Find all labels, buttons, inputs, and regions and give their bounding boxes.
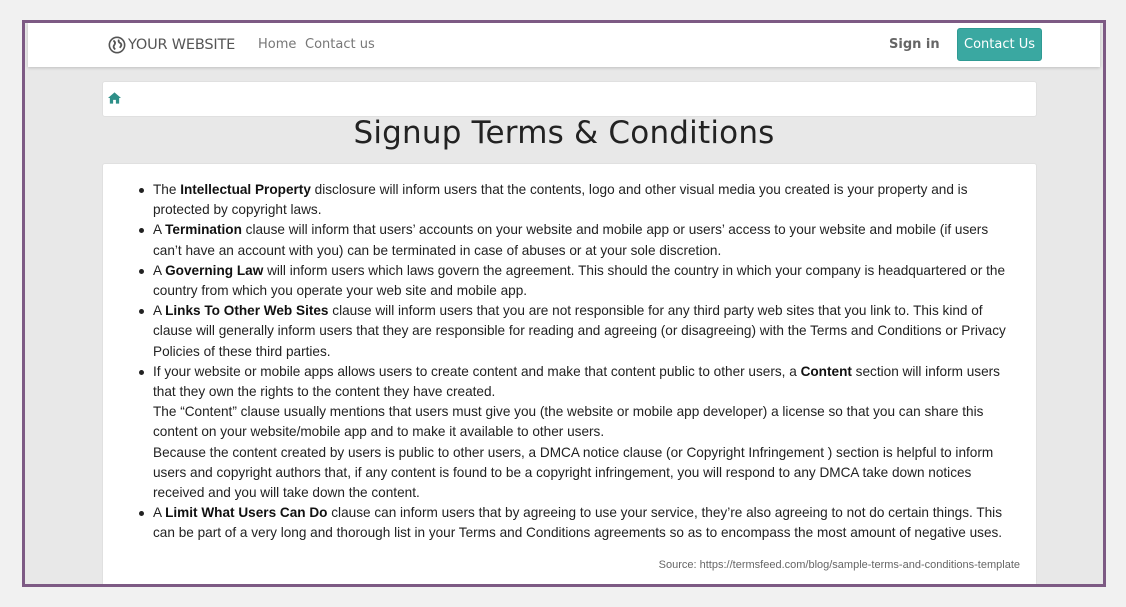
list-item: A Links To Other Web Sites clause will inform users that you are not responsible for any third party web sites that you link to. This kind of clause will generally inform users that they are responsible for reading and agreeing (or disagreeing) with the Terms and Conditions or Privacy Policies of these third parties. [139, 301, 1019, 362]
source-citation: Source: https://termsfeed.com/blog/sample-terms-and-conditions-template [658, 559, 1020, 571]
brand-logo[interactable] [108, 34, 235, 56]
contact-us-button[interactable]: Contact Us [957, 28, 1042, 61]
nav-link-contact[interactable]: Contact us [305, 37, 375, 52]
terms-list [139, 180, 1019, 544]
breadcrumb [102, 81, 1037, 117]
list-item: A Limit What Users Can Do clause can inform users that by agreeing to use your service, they’re also agreeing to not do certain things. This can be part of a very long and thorough list in your Terms and Conditions agreements so as to encompass the most amount of negative uses. [139, 503, 1019, 543]
browser-frame [22, 20, 1106, 587]
navbar [28, 23, 1100, 67]
brand-name: YOUR WEBSITE [128, 37, 236, 53]
list-item: If your website or mobile apps allows users to create content and make that content public to other users, a Content section will inform users that they own the rights to the content they have created. The “Content” clause usually mentions that users must give you (the website or mobile app developer) a license so that you can share this content on your website/mobile app and to make it available to other users. Because the content created by users is public to other users, a DMCA notice clause (or Copyright Infringement ) section is helpful to inform users and copyright authors that, if any content is found to be a copyright infringement, you will respond to any DMCA take down notices received and you will take down the content. [139, 362, 1019, 503]
home-icon[interactable] [108, 92, 121, 104]
list-item: A Termination clause will inform that users’ accounts on your website and mobile app or users’ access to your website and mobile (if users can’t have an account with you) can be terminated in case of abuses or at your sole discretion. [139, 220, 1019, 260]
signin-link[interactable]: Sign in [889, 37, 940, 52]
list-item: A Governing Law will inform users which laws govern the agreement. This should the country in which your company is headquartered or the country from which you operate your web site and mobile app. [139, 261, 1019, 301]
page-title: Signup Terms & Conditions [353, 115, 775, 151]
globe-icon [108, 36, 126, 54]
terms-content [102, 163, 1037, 587]
nav-link-home[interactable]: Home [258, 37, 297, 52]
list-item: The Intellectual Property disclosure will inform users that the contents, logo and other visual media you created is your property and is protected by copyright laws. [139, 180, 1019, 220]
